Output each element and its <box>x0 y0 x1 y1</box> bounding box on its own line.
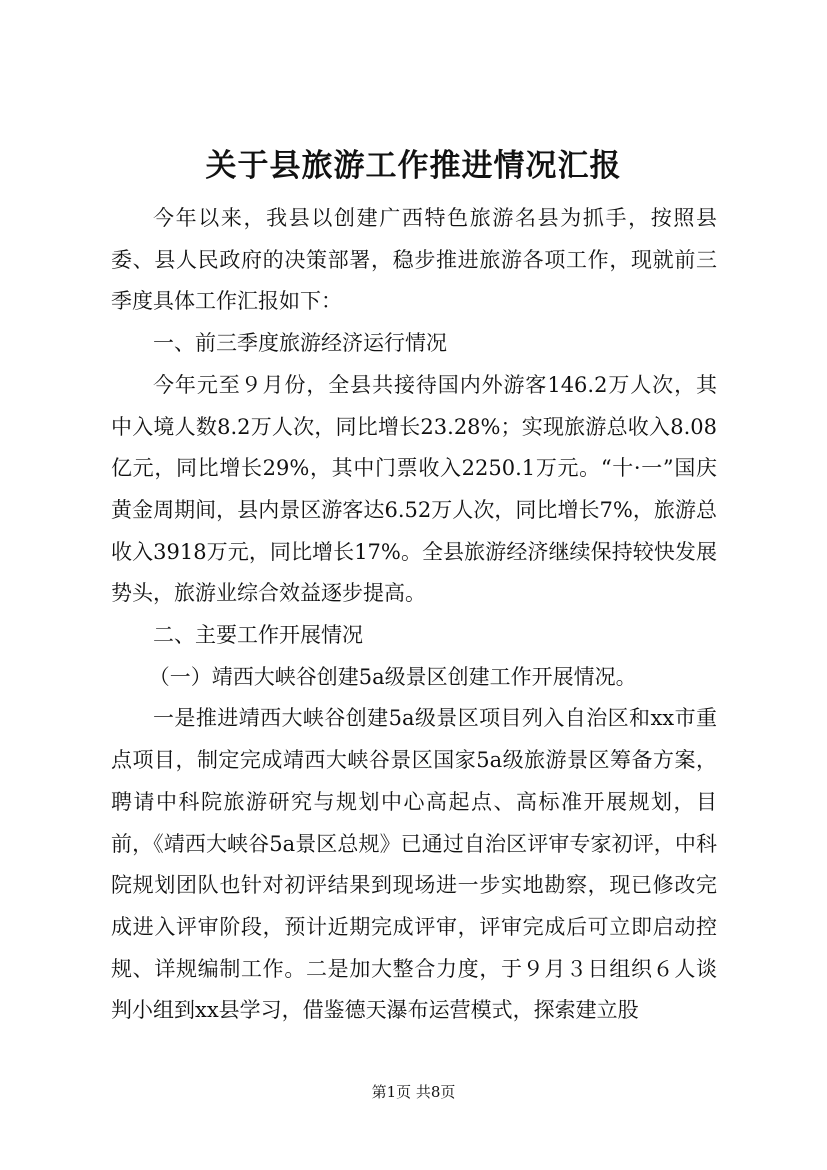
intro-paragraph: 今年以来，我县以创建广西特色旅游名县为抓手，按照县委、县人民政府的决策部署，稳步推进旅游各项工作，现就前三季度具体工作汇报如下： <box>111 206 717 314</box>
tourism-statistics-paragraph: 今年元至９月份，全县共接待国内外游客146.2万人次，其中入境人数8.2万人次，同比增长23.28%；实现旅游总收入8.08亿元，同比增长29%，其中门票收入2250.1万元。“十·一”国庆黄金周期间，县内景区游客达6.52万人次，同比增长7%，旅游总收入3918万元，同比增长17%。全县旅游经济继续保持较快发展势头，旅游业综合效益逐步提高。 <box>111 372 717 606</box>
section-heading-2: 二、主要工作开展情况 <box>153 623 363 648</box>
canyon-project-paragraph: 一是推进靖西大峡谷创建5a级景区项目列入自治区和xx市重点项目，制定完成靖西大峡谷景区国家5a级旅游景区筹备方案，聘请中科院旅游研究与规划中心高起点、高标准开展规划，目前，《靖西大峡谷5a景区总规》已通过自治区评审专家初评，中科院规划团队也针对初评结果到现场进一步实地勘察，现已修改完成进入评审阶段，预计近期完成评审，评审完成后可立即启动控规、详规编制工作。二是加大整合力度，于９月３日组织６人谈判小组到xx县学习，借鉴德天瀑布运营模式，探索建立股 <box>111 706 717 1023</box>
section-heading-1: 一、前三季度旅游经济运行情况 <box>153 331 447 356</box>
page-footer: 第1页 共8页 <box>371 1083 456 1101</box>
subsection-heading-1: （一）靖西大峡谷创建5a级景区创建工作开展情况。 <box>148 664 637 689</box>
document-body <box>111 198 717 1032</box>
document-title: 关于县旅游工作推进情况汇报 <box>205 148 622 184</box>
